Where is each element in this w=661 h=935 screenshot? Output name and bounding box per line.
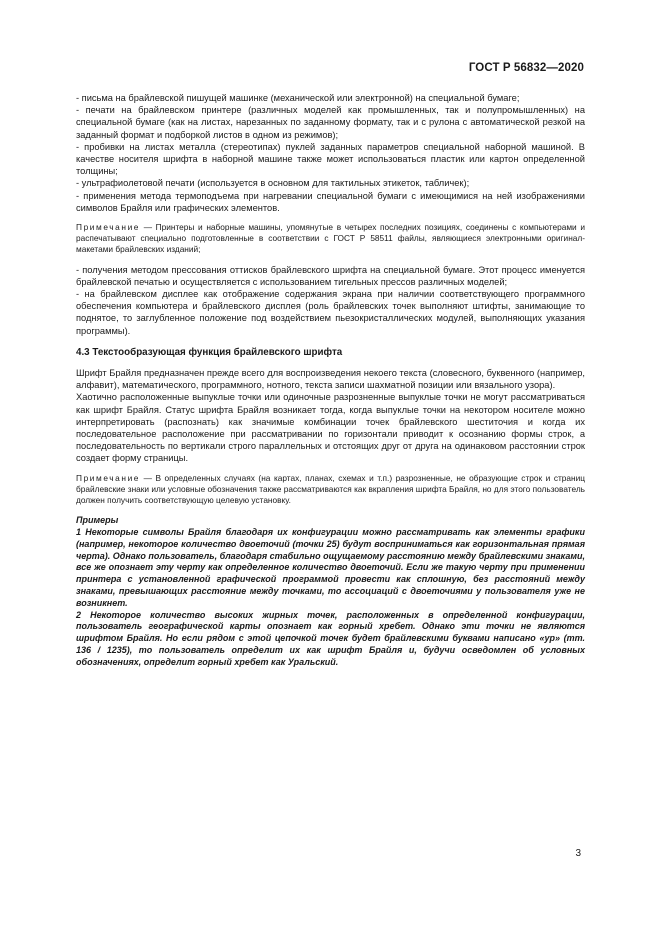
- note-text: — В определенных случаях (на картах, планах, схемах и т.п.) разрозненные, не образующие строк и страниц брайлевские знаки или условные обозначения также рассматриваются как вкрапления шрифта Брайля, но для этого пользователь должен получить соответствующую целевую установку.: [76, 472, 585, 506]
- paragraph: Хаотично расположенные выпуклые точки или одиночные разрозненные выпуклые точки не могут рассматриваться как шрифт Брайля. Статус шрифта Брайля возникает тогда, когда выпуклые точки на некотором носителе можно интерпретировать (распознать) как значимые комбинации точек брайлевского шеститочия и когда их последовательное расположение при рассматривании по горизонтали приводит к осознанию формы строк, а последовательность по вертикали строго параллельных и отстоящих друг от друга на одинаковом расстоянии строк создает форму страницы.: [76, 392, 585, 464]
- note-1: [76, 222, 585, 256]
- list-item: - печати на брайлевском принтере (различных моделей как промышленных, так и полупромышленных) на специальной бумаге (как на листах, нарезанных по заданному формату, так и с рулона с автоматической резкой на заданный формат и подборкой листов в одном из режимов);: [76, 105, 585, 140]
- note-text: — Принтеры и наборные машины, упомянутые в четырех последних позициях, соединены с компьютерами и распечатывают специально подготовленные в соответствии с ГОСТ Р 58511 файлы, являющиеся электронными оригинал-макетами брайлевских изданий;: [76, 222, 585, 255]
- page-number: 3: [575, 848, 581, 859]
- section-title: 4.3 Текстообразующая функция брайлевского шрифта: [76, 346, 343, 358]
- example-item: 1 Некоторые символы Брайля благодаря их конфигурации можно рассматривать как элементы графики (например, некоторое количество двоеточий (точки 25) будут восприниматься как горизонтальная прямая черта). Однако пользователь, благодаря стабильно ощущаемому расстоянию между брайлевскими знаками, все же опознает эту черту как определенное количество двоеточий. Если же такую черту при применении принтера с установленной графической программой провести как сплошную, без расстояний между знаками, превышающих расстояние между точками, то ассоциаций с двоеточиями у пользователя уже не возникнет.: [76, 527, 585, 608]
- note-label: Примечание: [76, 222, 141, 233]
- list-item: - письма на брайлевской пишущей машинке (механической или электронной) на специальной бумаге;: [76, 93, 520, 103]
- list-item: - применения метода термоподъема при нагревании специальной бумаги с имеющимися на ней изображениями символов Брайля или графических элементов.: [76, 190, 585, 213]
- paragraph: Шрифт Брайля предназначен прежде всего для воспроизведения некоего текста (словесного, буквенного (например, алфавит), математического, программного, нотного, текста записи шахматной позиции или вязального узора).: [76, 368, 585, 391]
- list-item: - пробивки на листах металла (стереотипах) пуклей заданных параметров специальной наборной машиной. В качестве носителя шрифта в наборной машине также может использоваться пластик или картон определенной толщины;: [76, 141, 585, 177]
- page-content: [76, 92, 585, 669]
- list-item: - ультрафиолетовой печати (используется в основном для тактильных этикеток, табличек);: [76, 178, 470, 189]
- standard-code: ГОСТ Р 56832—2020: [468, 62, 584, 74]
- note-label: Примечание: [76, 472, 141, 483]
- examples-heading: Примеры: [76, 515, 119, 526]
- list-item: - получения методом прессования оттисков брайлевского шрифта на специальной бумаге. Этот процесс именуется брайлевской печатью и осуществляется с использованием тигельных прессов различных моделей;: [76, 264, 585, 287]
- example-item: 2 Некоторое количество высоких жирных точек, расположенных в определенной конфигурации, пользователь географической карты опознает как горный хребет. Однако эти точки не являются шрифтом Брайля. Но если рядом с этой цепочкой точек будет брайлевскими буквами написано «ур» (тт. 136 / 1235), то пользователь определит их как шрифт Брайля и, будучи осведомлен об условных обозначениях, определит горный хребет как Уральский.: [76, 609, 585, 667]
- note-2: [76, 473, 585, 507]
- list-item: - на брайлевском дисплее как отображение содержания экрана при наличии соответствующего программного обеспечения компьютера и брайлевского дисплея (роль брайлевских точек выполняют штифты, занимающие то поднятое, то заглубленное положение под воздействием пьезокристаллических модулей, выполняющих указания программы).: [76, 289, 585, 336]
